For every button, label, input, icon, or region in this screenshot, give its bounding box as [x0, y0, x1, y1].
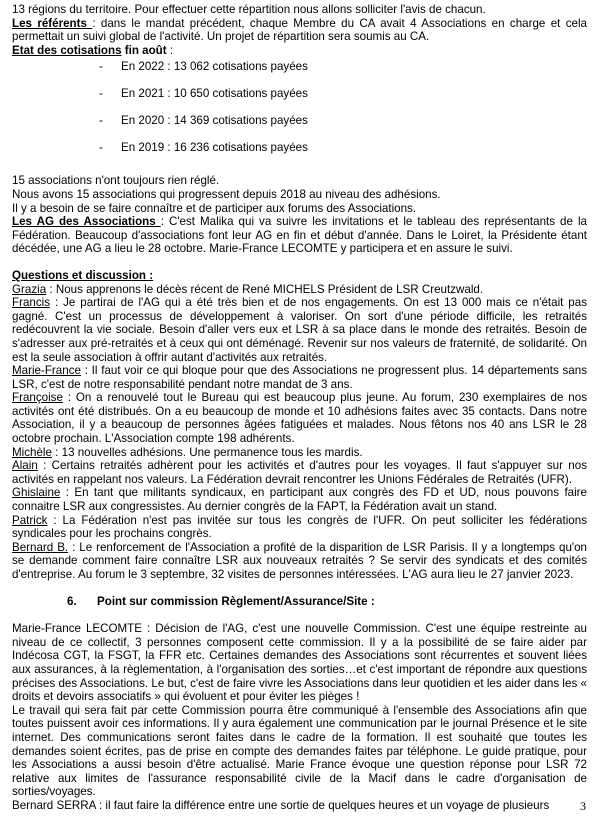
cotisations-title-end: :: [166, 43, 174, 57]
question-entry-francis: [12, 296, 587, 364]
cotisation-2020: En 2020 : 14 369 cotisations payées: [121, 114, 308, 128]
question-entry-marie-france: [12, 364, 587, 391]
speaker-name: Michèle: [12, 445, 52, 459]
speaker-name: Ghislaine: [12, 486, 61, 500]
dash-bullet: -: [99, 114, 103, 128]
speaker-name: Françoise: [12, 391, 63, 405]
page-content: [12, 3, 587, 813]
cotisations-list: [12, 60, 587, 168]
speaker-text: : 13 nouvelles adhésions. Une permanence tous les mardis.: [51, 445, 363, 459]
section-number: 6.: [67, 594, 77, 608]
dash-bullet: -: [99, 87, 103, 101]
ag-text: : C'est Malika qui va suivre les invitations et le tableau des représentants de la Fédération. Beaucoup d'associations font leur AG en fin et début d'année. Dans le Loiret, la Présidente étant décédée, une AG a lieu le 28 octobre. Marie-France LECOMTE y participera et en assure le suivi.: [12, 215, 587, 256]
cotisations-after-1: 15 associations n'ont toujours rien réglé.: [12, 174, 220, 188]
section-6-paragraph-1: Marie-France LECOMTE : Décision de l'AG, c'est une nouvelle Commission. C'est une équipe restreinte au niveau de ce collectif, 3 personnes composent cette commission. Il y a la possibilité de se faire aider par Indécosa CGT, la FSGT, la FFR etc. Certaines demandes des Associations sont récurrentes et souvent liées aux assurances, à la règlementation, à l'organisation des sorties…et c'est important de répondre aux questions précises des Associations. Le but, c'est de faire vivre les Associations dans leur quotidien et les aider dans les « droits et devoirs associatifs » qui évoluent et pour éviter les pièges !: [12, 622, 587, 704]
cotisations-title-bold: fin août: [121, 43, 167, 57]
cotisations-title-underlined: Etat des cotisations: [12, 43, 122, 57]
cotisations-after-3: Il y a besoin de se faire connaître et de participer aux forums des Associations.: [12, 201, 417, 215]
speaker-name: Patrick: [12, 513, 48, 527]
cotisations-title: [12, 44, 587, 58]
cotisation-2022: En 2022 : 13 062 cotisations payées: [121, 60, 308, 74]
speaker-text: : Certains retraités adhèrent pour les activités et d'autres pour les voyages. Il faut s'appuyer sur nos activités en rappelant nos valeurs. La Fédération devrait rencontrer les Unions Fédérales de Retraités (UFR).: [12, 459, 587, 486]
question-entry-bernard-b: [12, 541, 587, 582]
speaker-name: Grazia: [12, 282, 47, 296]
speaker-name: Alain: [12, 459, 38, 473]
speaker-text: : On a renouvelé tout le Bureau qui est beaucoup plus jeune. Au forum, 230 exemplaires de nos activités ont été distribués. On a eu beaucoup de monde et 10 adhésions faites avec 35 contacts. Dans notre Association, il y a beaucoup de personnes âgées fatiguées et malades. Nous fêtons nos 40 ans LSR le 28 octobre prochain. L'Association compte 198 adhérents.: [12, 391, 587, 446]
question-entry-patrick: [12, 514, 587, 541]
dash-bullet: -: [99, 60, 103, 74]
referents-label: Les référents: [12, 16, 93, 30]
cotisation-2021: En 2021 : 10 650 cotisations payées: [121, 87, 308, 101]
speaker-text: : Nous apprenons le décès récent de René MICHELS Président de LSR Creutzwald.: [46, 282, 484, 296]
speaker-text: : La Fédération n'est pas invitée sur tous les congrès de l'UFR. On peut solliciter les fédérations syndicales pour les prochains congrès.: [12, 513, 587, 541]
list-item: [12, 87, 587, 114]
speaker-text: : Il faut voir ce qui bloque pour que des Associations ne progressent plus. 14 départements sans LSR, c'est de notre responsabilité pendant notre mandat de 3 ans.: [12, 364, 587, 391]
questions-title: Questions et discussion :: [12, 268, 154, 282]
intro-line: 13 régions du territoire. Pour effectuer cette répartition nous allons solliciter l'avis de chacun.: [12, 3, 486, 16]
speaker-text: : Je partirai de l'AG qui a été très bien et de nos engagements. On est 13 000 mais ce n'était pas gagné. C'est un processus de développement à valoriser. On sort d'une période difficile, les retraités redécouvrent la vie sociale. Besoin d'aller vers eux et LSR à sa place dans le monde des retraités. Besoin de s'adresser aux pré-retraités et à ceux qui ont déménagé. Revenir sur nos valeurs de fraternité, de solidarité. On est la seule association à offrir autant d'activités aux retraités.: [12, 296, 587, 364]
speaker-text: : Le renforcement de l'Association a profité de la disparition de LSR Parisis. Il y a longtemps qu'on se demande comment faire connaître LSR aux nouveaux retraités ? Se servir des syndicats et des comités d'entreprise. Au forum le 3 septembre, 32 visites de personnes intéressées. L'AG aura lieu le 27 janvier 2023.: [12, 540, 588, 581]
question-entry-alain: [12, 459, 587, 486]
question-entry-ghislaine: [12, 486, 587, 513]
referents-paragraph: [12, 17, 587, 44]
speaker-name: Marie-France: [12, 364, 81, 378]
question-entry-francoise: [12, 391, 587, 445]
speaker-name: Bernard B.: [12, 540, 69, 554]
referents-text: : dans le mandat précédent, chaque Membre du CA avait 4 Associations en charge et cela permettait un suivi global de l'activité. Un projet de répartition sera soumis au CA.: [12, 16, 587, 44]
question-entry-michele: [12, 446, 587, 460]
cotisations-after-2: Nous avons 15 associations qui progressent depuis 2018 au niveau des adhésions.: [12, 187, 441, 201]
section-6-paragraph-2: Le travail qui sera fait par cette Commission pourra être communiqué à l'ensemble des Associations afin que toutes puissent avoir ces informations. Il y aura également une communication par le journal Présence et le site internet. Des communications seront faites dans le cadre de la formation. Il est souhaité que toutes les demandes soient écrites, pas de prise en compte des demandes faites par téléphone. Le guide pratique, pour les Associations a aussi besoin d'être actualisé. Marie France évoque une question réponse pour LSR 72 relative aux limites de l'assurance responsabilité civile de la Macif dans le cadre d'organisation de sorties/voyages.: [12, 703, 587, 799]
section-6-heading: [12, 595, 587, 609]
cotisation-2019: En 2019 : 16 236 cotisations payées: [121, 141, 308, 155]
speaker-name: Francis: [12, 296, 51, 310]
list-item: [12, 141, 587, 168]
section-title: Point sur commission Règlement/Assurance/Site :: [97, 594, 375, 608]
ag-label: Les AG des Associations: [12, 215, 161, 229]
list-item: [12, 60, 587, 87]
dash-bullet: -: [99, 141, 103, 155]
section-6-paragraph-3: Bernard SERRA : il faut faire la différence entre une sortie de quelques heures et un voyage de plusieurs: [12, 798, 550, 812]
page-number: 3: [580, 799, 586, 813]
speaker-text: : En tant que militants syndicaux, en participant aux congrès des FD et UD, nous pouvons faire connaitre LSR aux congressistes. Au dernier congrès de la FAPT, la Fédération avait un stand.: [12, 486, 587, 514]
question-entry-grazia: [12, 283, 587, 297]
list-item: [12, 114, 587, 141]
spacer: [12, 256, 587, 269]
ag-paragraph: [12, 215, 587, 256]
